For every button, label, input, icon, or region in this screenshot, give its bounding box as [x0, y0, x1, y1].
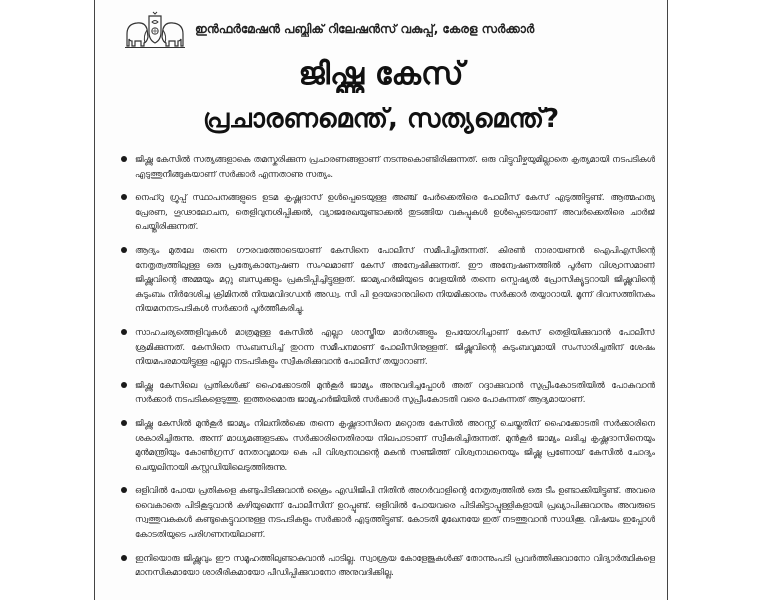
subheadline: പ്രചാരണമെന്ത്, സത്യമെന്ത്? [202, 104, 560, 134]
fact-point-text: ജിഷ്ണു കേസിൽ മുൻകൂർ ജാമ്യം നിലനിൽക്കെ തന്നെ കൃഷ്ണദാസിനെ മറ്റൊരു കേസിൽ അറസ്റ്റ് ചെയ്തതിന് ഹൈക്കോടതി സർക്കാരിനെ ശകാരിച്ചിരുന്നു. അന്ന് മാധ്യമങ്ങളടക്കം സർക്കാരിനെതിരായ നിലപാടാണ് സ്വീകരിച്ചിരുന്നത്. മുൻകൂർ ജാമ്യം ലഭിച്ച കൃഷ്ണദാസിനെയും മുൻമന്ത്രിയും കോൺഗ്രസ് നേതാവുമായ കെ പി വിശ്വനാഥന്റെ മകൻ സഞ്ജിത്ത് വിശ്വനാഥനെയും ജിഷ്ണു പ്രണോയ് കേസിൽ ചോദ്യം ചെയ്യലിനായി കസ്റ്റഡിയിലെടുത്തിരുന്നു. [135, 417, 655, 472]
fact-point-text: ഇനിയൊരു ജിഷ്ണുവും ഈ സമൂഹത്തിലുണ്ടാകുവാൻ പാടില്ല. സ്വാശ്രയ കോളേജുകൾക്ക് തോന്നുംപടി പ്രവർത്തിക്കുവാനോ വിദ്യാർത്ഥികളെ മാനസികമായോ ശാരീരികമായോ പീഡിപ്പിക്കുവാനോ അനുവദിക്കില്ല. [135, 552, 655, 578]
fact-point [121, 378, 655, 407]
fact-point-text: സാഹചര്യത്തെളിവുകൾ മാത്രമുള്ള കേസിൽ എല്ലാ ശാസ്ത്രീയ മാർഗങ്ങളും ഉപയോഗിച്ചാണ് കേസ് തെളിയിക്കുവാൻ പോലീസ് ശ്രമിക്കുന്നത്. കേസിനെ സംബന്ധിച്ച് തുറന്ന സമീപനമാണ് പോലീസിനുള്ളത്. ജിഷ്ണുവിന്റെ കുടുംബവുമായി സംസാരിച്ചതിന് ശേഷം നിയമപരമായിട്ടുള്ള എല്ലാ നടപടികളും സ്വീകരിക്കുവാൻ പോലീസ് തയ്യാറാണ്. [135, 326, 655, 367]
bullet-icon [121, 194, 127, 200]
kerala-emblem-icon [123, 10, 187, 50]
bullet-icon [121, 156, 127, 162]
fact-point-text: ജിഷ്ണു കേസിലെ പ്രതികൾക്ക് ഹൈക്കോടതി മുൻകൂർ ജാമ്യം അനുവദിച്ചപ്പോൾ അത് റദ്ദാക്കുവാൻ സുപ്രീംകോടതിയിൽ പോകുവാൻ സർക്കാർ നടപടികളെടുത്തു. ഇത്തരമൊരു ജാമ്യഹർജിയിൽ സർക്കാർ സുപ്രീംകോടതി വരെ പോകുന്നത് ആദ്യമായാണ്. [135, 379, 655, 405]
fact-point-text: നെഹ്റു ഗ്രൂപ്പ് സ്ഥാപനങ്ങളുടെ ഉടമ കൃഷ്ണദാസ് ഉൾപ്പെടെയുള്ള അഞ്ച് പേർക്കെതിരെ പോലീസ് കേസ് എടുത്തിട്ടുണ്ട്. ആത്മഹത്യ പ്രേരണ, ഗൂഢാലോചന, തെളിവുനശിപ്പിക്കൽ, വ്യാജരേഖയുണ്ടാക്കൽ തുടങ്ങിയ വകുപ്പുകൾ ഉൾപ്പെടെയാണ് അവർക്കെതിരെ ചാർജ് ചെയ്തിരിക്കുന്നത്. [135, 192, 655, 232]
fact-point [121, 243, 655, 316]
bullet-icon [121, 247, 127, 253]
fact-point [121, 152, 655, 181]
fact-point-text: ഒളിവിൽ പോയ പ്രതികളെ കണ്ടുപിടിക്കുവാൻ ക്രൈം എഡിജിപി നിതിൻ അഗർവാളിന്റെ നേതൃത്വത്തിൽ ഒരു ടീം ഉണ്ടാക്കിയിട്ടുണ്ട്. അവരെ വൈകാതെ പിടികൂടുവാൻ കഴിയുമെന്ന് പോലീസിന് ഉറപ്പുണ്ട്. ഒളിവിൽ പോയവരെ പിടികിട്ടാപ്പുള്ളികളായി പ്രഖ്യാപിക്കുവാനും അവരുടെ സ്വത്തുവകകൾ കണ്ടുകെട്ടുവാനുള്ള നടപടികളും സർക്കാർ എടുത്തിട്ടുണ്ട്. കോടതി മുഖേനയേ ഇത് നടത്തുവാൻ സാധിക്കൂ. വിഷയം ഇപ്പോൾ കോടതിയുടെ പരിഗണനയിലാണ്. [135, 485, 655, 540]
bullet-icon [121, 555, 127, 561]
fact-point-text: ആദ്യം മുതലേ തന്നെ ഗൗരവത്തോടെയാണ് കേസിനെ പോലീസ് സമീപിച്ചിരുന്നത്. കിരൺ നാരായണൻ ഐപിഎസിന്റെ നേതൃത്വത്തിലുള്ള ഒരു പ്രത്യേകാന്വേഷണ സംഘമാണ് കേസ് അന്വേഷിക്കുന്നത്. ഈ അന്വേഷണത്തിൽ പൂർണ വിശ്വാസമാണ് ജിഷ്ണുവിന്റെ അമ്മയും മറ്റു ബന്ധുക്കളും പ്രകടിപ്പിച്ചിട്ടുള്ളത്. ജാമ്യഹർജിയുടെ വേളയിൽ തന്നെ സ്പെഷ്യൽ പ്രോസിക്യൂട്ടറായി ജിഷ്ണുവിന്റെ കുടുംബം നിർദേശിച്ച ക്രിമിനൽ നിയമവിദഗ്ധൻ അഡ്വ. സി പി ഉദയഭാനുവിനെ നിയമിക്കാനും സർക്കാർ തയ്യാറായി. മൂന്ന് ദിവസത്തിനകം നിയമനനടപടികൾ സർക്കാർ പൂർത്തീകരിച്ചു. [135, 244, 655, 314]
fact-point [121, 416, 655, 474]
bullet-icon [121, 382, 127, 388]
fact-point [121, 551, 655, 580]
bullet-icon [121, 420, 127, 426]
department-name: ഇൻഫർമേഷൻ പബ്ലിക് റിലേഷൻസ് വകുപ്പ്, കേരള സർക്കാർ [195, 22, 535, 36]
document-header [95, 6, 667, 52]
fact-point-text: ജിഷ്ണു കേസിൽ സത്യങ്ങളാകെ തമസ്കരിക്കുന്ന പ്രചാരണങ്ങളാണ് നടന്നുകൊണ്ടിരിക്കുന്നത്. ഒരു വിട്ടുവീഴ്ചയുമില്ലാതെ കൃത്യമായി നടപടികൾ എടുത്തുനീങ്ങുകയാണ് സർക്കാർ എന്നതാണു സത്യം. [135, 154, 655, 179]
press-release-document [94, 0, 668, 600]
fact-point [121, 325, 655, 369]
bullet-icon [121, 329, 127, 335]
headline: ജിഷ്ണു കേസ് [298, 56, 464, 92]
bullet-icon [121, 487, 127, 493]
fact-point [121, 190, 655, 234]
fact-point [121, 483, 655, 541]
fact-points-list [121, 152, 655, 589]
